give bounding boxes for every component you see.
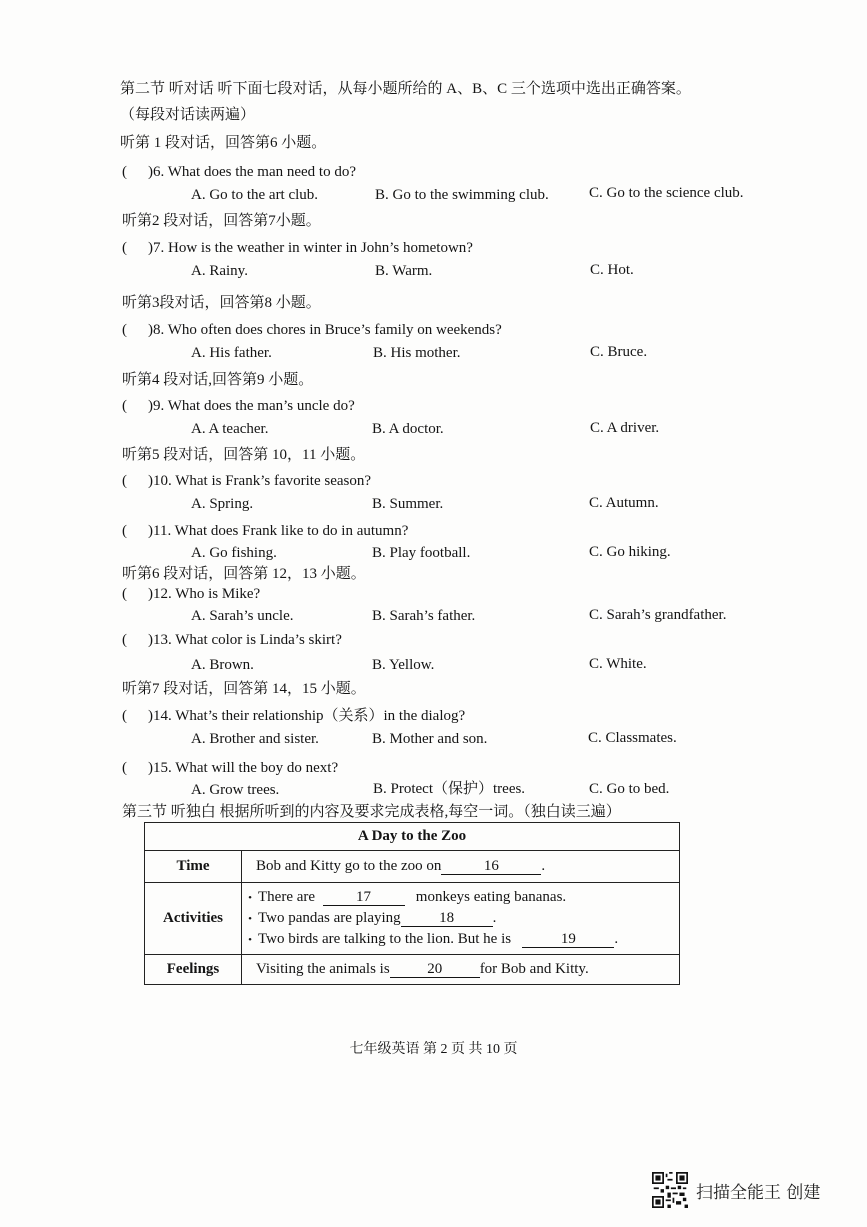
group-intro: 听第 1 段对话，回答第6 小题。: [120, 135, 327, 151]
option-b: B. Summer.: [372, 496, 444, 512]
option-b: B. Warm.: [375, 263, 433, 279]
answer-paren[interactable]: (: [122, 586, 127, 602]
option-c: C. Sarah’s grandfather.: [589, 607, 727, 623]
section3-heading: 第三节 听独白 根据所听到的内容及要求完成表格,每空一词。（独白读三遍）: [122, 804, 621, 820]
question-stem: ( )15. What will the boy do next?: [122, 760, 339, 776]
option-a: A. Brother and sister.: [191, 731, 319, 747]
option-a: A. Brown.: [191, 657, 254, 673]
option-c: C. Autumn.: [589, 495, 659, 511]
option-a: A. His father.: [191, 345, 272, 361]
option-a: A. A teacher.: [191, 421, 269, 437]
blank-20[interactable]: 20: [390, 962, 480, 978]
blank-19[interactable]: 19: [522, 932, 614, 948]
scanner-watermark: [652, 1172, 820, 1208]
group-intro: 听第4 段对话,回答第9 小题。: [122, 372, 314, 388]
bullet-icon: •: [248, 913, 252, 925]
feelings-label: Feelings: [145, 955, 242, 985]
time-cell: Bob and Kitty go to the zoo on 16 .: [242, 851, 680, 883]
answer-paren[interactable]: (: [122, 240, 127, 256]
question-stem: ( )7. How is the weather in winter in John’s hometown?: [122, 240, 473, 256]
qr-code-icon: [652, 1172, 688, 1208]
option-c: C. Go hiking.: [589, 544, 671, 560]
option-b: B. His mother.: [373, 345, 461, 361]
option-c: C. A driver.: [590, 420, 660, 436]
answer-paren[interactable]: (: [122, 322, 127, 338]
option-b: B. Play football.: [372, 545, 471, 561]
feelings-cell: Visiting the animals is 20 for Bob and Kitty.: [242, 955, 680, 985]
group-intro: 听第7 段对话，回答第 14，15 小题。: [122, 681, 366, 697]
blank-17[interactable]: 17: [323, 890, 405, 906]
page-footer: 七年级英语 第 2 页 共 10 页: [349, 1042, 518, 1057]
answer-paren[interactable]: (: [122, 523, 127, 539]
option-b: B. Yellow.: [372, 657, 435, 673]
option-b: B. Sarah’s father.: [372, 608, 476, 624]
group-intro: 听第6 段对话，回答第 12，13 小题。: [122, 566, 366, 582]
blank-18[interactable]: 18: [401, 911, 493, 927]
option-b: B. Protect（保护）trees.: [373, 781, 526, 797]
activities-cell: [242, 883, 680, 955]
question-stem: ( )12. Who is Mike?: [122, 586, 261, 602]
question-stem: ( )13. What color is Linda’s skirt?: [122, 632, 342, 648]
option-a: A. Grow trees.: [191, 782, 280, 798]
question-stem: ( )8. Who often does chores in Bruce’s family on weekends?: [122, 322, 502, 338]
bullet-icon: •: [248, 934, 252, 946]
watermark-text: 扫描全能王 创建: [696, 1182, 821, 1203]
option-b: B. Mother and son.: [372, 731, 488, 747]
question-stem: ( )14. What’s their relationship（关系）in the dialog?: [122, 708, 466, 724]
group-intro: 听第2 段对话，回答第7小题。: [122, 213, 321, 229]
option-a: A. Go fishing.: [191, 545, 277, 561]
answer-paren[interactable]: (: [122, 398, 127, 414]
section2-heading: 第二节 听对话 听下面七段对话，从每小题所给的 A、B、C 三个选项中选出正确答案。: [120, 81, 691, 97]
activity-item: • Two pandas are playing 18 .: [242, 908, 679, 929]
group-intro: 听第5 段对话，回答第 10，11 小题。: [122, 447, 366, 463]
answer-paren[interactable]: (: [122, 708, 127, 724]
zoo-table: [144, 822, 680, 985]
option-c: C. Bruce.: [590, 344, 648, 360]
question-stem: ( )9. What does the man’s uncle do?: [122, 398, 355, 414]
question-stem: ( )6. What does the man need to do?: [122, 164, 356, 180]
answer-paren[interactable]: (: [122, 164, 127, 180]
blank-16[interactable]: 16: [441, 859, 541, 875]
option-b: B. Go to the swimming club.: [375, 187, 549, 203]
section2-note: （每段对话读两遍）: [120, 107, 256, 123]
option-a: A. Spring.: [191, 496, 254, 512]
option-c: C. White.: [589, 656, 647, 672]
option-c: C. Go to the science club.: [589, 185, 744, 201]
activities-label: Activities: [145, 883, 242, 955]
option-c: C. Go to bed.: [589, 781, 670, 797]
answer-paren[interactable]: (: [122, 632, 127, 648]
time-label: Time: [145, 851, 242, 883]
answer-paren[interactable]: (: [122, 760, 127, 776]
option-a: A. Go to the art club.: [191, 187, 319, 203]
option-a: A. Rainy.: [191, 263, 248, 279]
question-stem: ( )10. What is Frank’s favorite season?: [122, 473, 372, 489]
answer-paren[interactable]: (: [122, 473, 127, 489]
option-c: C. Hot.: [590, 262, 634, 278]
question-stem: ( )11. What does Frank like to do in autumn?: [122, 523, 409, 539]
table-title: A Day to the Zoo: [145, 823, 680, 851]
activity-item: • There are 17 monkeys eating bananas.: [242, 887, 679, 908]
activity-item: • Two birds are talking to the lion. But he is 19 .: [242, 929, 679, 950]
option-c: C. Classmates.: [588, 730, 677, 746]
bullet-icon: •: [248, 892, 252, 904]
option-a: A. Sarah’s uncle.: [191, 608, 294, 624]
option-b: B. A doctor.: [372, 421, 444, 437]
group-intro: 听第3段对话，回答第8 小题。: [122, 295, 321, 311]
